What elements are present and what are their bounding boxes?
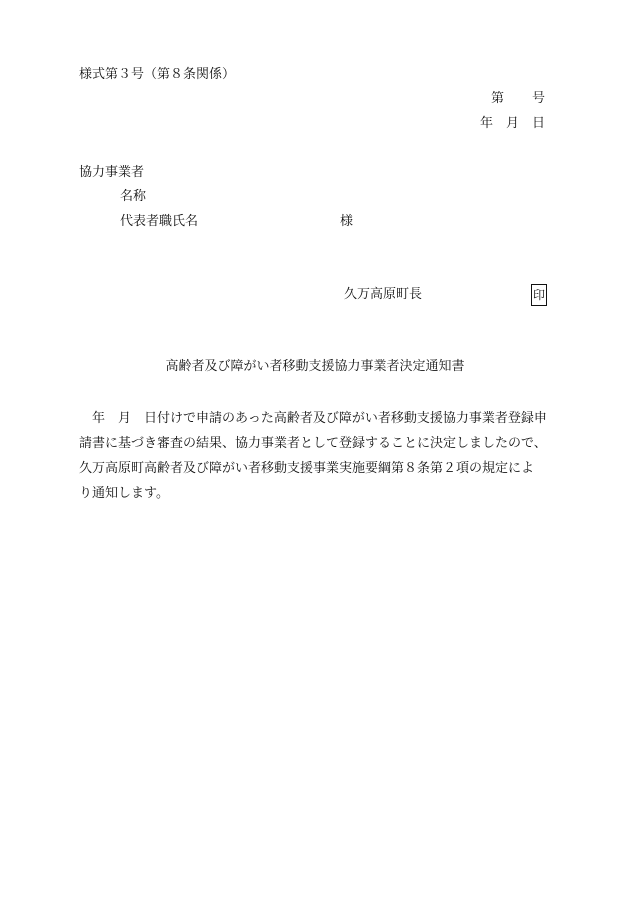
recipient-name-label: 名称 — [120, 189, 147, 204]
recipient-representative-label: 代表者職氏名 — [120, 214, 199, 229]
body-line: 請書に基づき審査の結果、協力事業者として登録することに決定しましたので、 — [79, 436, 547, 451]
recipient-honorific: 様 — [340, 214, 354, 229]
recipient-title: 協力事業者 — [79, 165, 145, 180]
form-number: 様式第３号（第８条関係） — [79, 67, 236, 82]
body-line: り通知します。 — [79, 486, 169, 501]
document-date: 年 月 日 — [479, 116, 545, 131]
body-line: 年 月 日付けで申請のあった高齢者及び障がい者移動支援協力事業者登録申 — [79, 411, 547, 426]
document-title: 高齢者及び障がい者移動支援協力事業者決定通知書 — [165, 359, 465, 374]
seal-box: 印 — [531, 284, 547, 306]
body-text — [79, 406, 549, 506]
document-number-suffix: 号 — [531, 91, 545, 106]
sender-name: 久万高原町長 — [344, 287, 423, 302]
body-line: 久万高原町高齢者及び障がい者移動支援事業実施要綱第８条第２項の規定によ — [79, 461, 535, 476]
document-number — [491, 90, 545, 108]
document-number-prefix: 第 — [490, 91, 504, 106]
